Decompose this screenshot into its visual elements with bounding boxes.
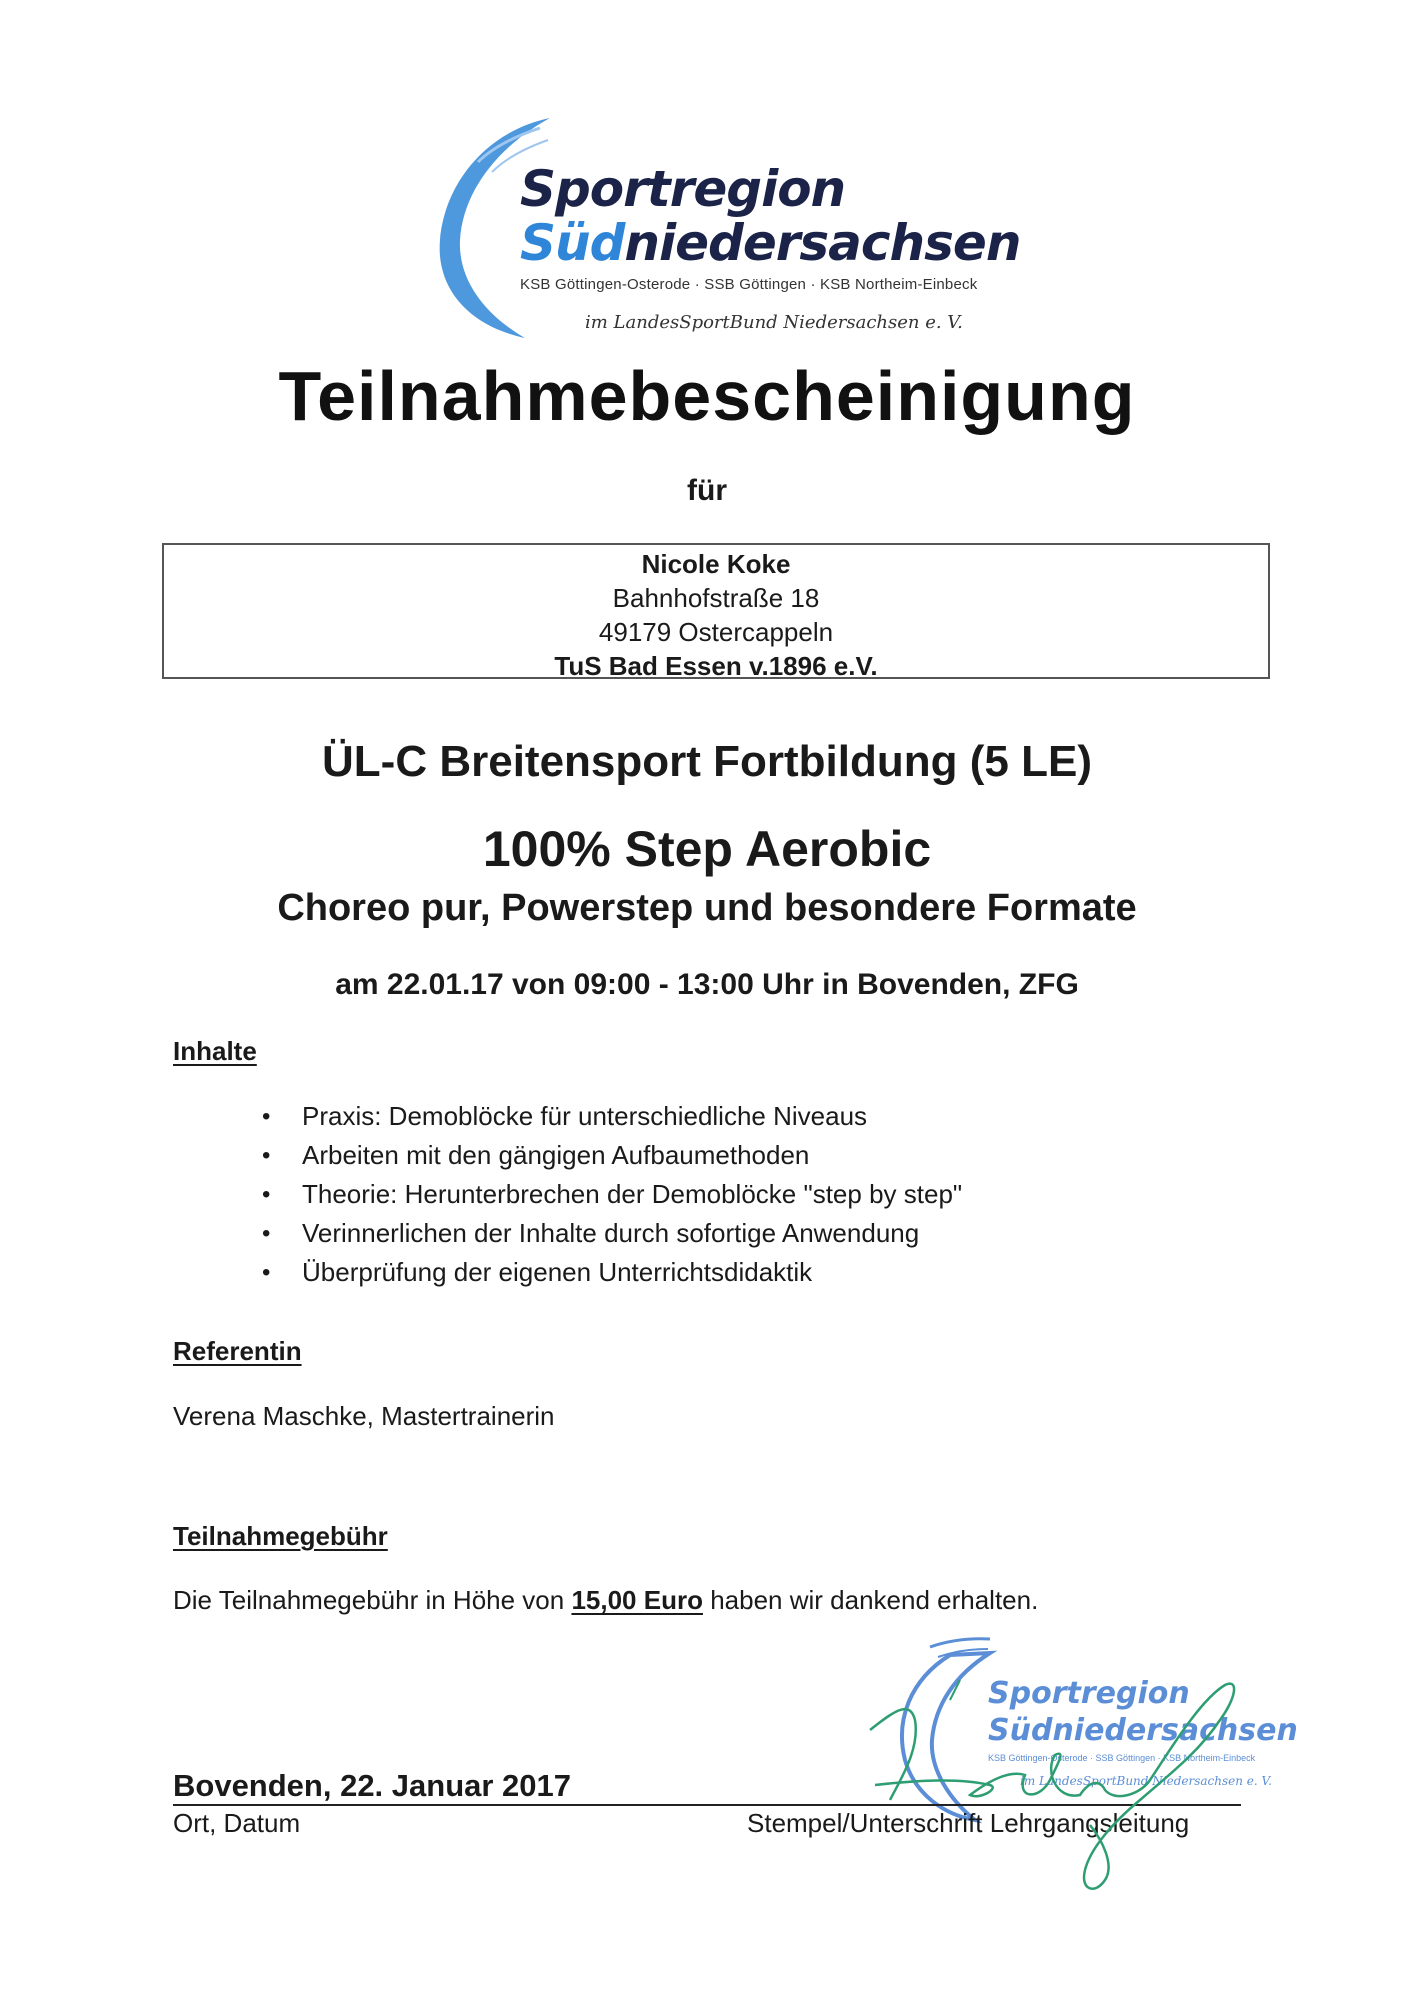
fee-text-after: haben wir dankend erhalten. bbox=[702, 1585, 1039, 1615]
handwritten-signature bbox=[840, 1660, 1260, 1900]
course-schedule: am 22.01.17 von 09:00 - 13:00 Uhr in Bovenden, ZFG bbox=[335, 968, 1079, 1001]
document-title: Teilnahmebescheinigung bbox=[278, 357, 1136, 435]
logo-association: im LandesSportBund Niedersachsen e. V. bbox=[585, 312, 963, 333]
participant-club: TuS Bad Essen v.1896 e.V. bbox=[554, 651, 878, 681]
course-type: ÜL-C Breitensport Fortbildung (5 LE) bbox=[322, 737, 1092, 786]
course-title: 100% Step Aerobic bbox=[482, 821, 932, 877]
place-date: Bovenden, 22. Januar 2017 bbox=[173, 1768, 572, 1803]
stamp-members: KSB Göttingen-Osterode · SSB Göttingen · KSB Northeim-Einbeck bbox=[988, 1753, 1256, 1763]
referent-heading: Referentin bbox=[173, 1336, 302, 1366]
referent-name: Verena Maschke, Mastertrainerin bbox=[173, 1401, 555, 1431]
place-date-caption: Ort, Datum bbox=[173, 1808, 301, 1838]
participant-city: 49179 Ostercappeln bbox=[598, 617, 834, 647]
logo-title-accent: Süd bbox=[520, 214, 625, 272]
list-item: • Arbeiten mit den gängigen Aufbaumethoden bbox=[262, 1136, 962, 1175]
stamp-line2: Südniedersachsen bbox=[988, 1713, 1298, 1748]
list-item: • Überprüfung der eigenen Unterrichtsdidaktik bbox=[262, 1253, 962, 1292]
contents-heading: Inhalte bbox=[173, 1036, 257, 1066]
logo-members: KSB Göttingen-Osterode · SSB Göttingen · KSB Northeim-Einbeck bbox=[520, 276, 978, 293]
fee-amount: 15,00 Euro bbox=[571, 1585, 703, 1615]
fee-statement bbox=[173, 1585, 1038, 1616]
stamp-association: im LandesSportBund Niedersachsen e. V. bbox=[1020, 1774, 1272, 1788]
contents-list bbox=[262, 1097, 962, 1292]
list-item: • Praxis: Demoblöcke für unterschiedliche Niveaus bbox=[262, 1097, 962, 1136]
list-item: • Theorie: Herunterbrechen der Demoblöcke "step by step" bbox=[262, 1175, 962, 1214]
participant-street: Bahnhofstraße 18 bbox=[612, 583, 820, 613]
fee-text-before: Die Teilnahmegebühr in Höhe von bbox=[173, 1585, 572, 1615]
participant-name: Nicole Koke bbox=[641, 549, 791, 579]
stamp-line1: Sportregion bbox=[988, 1676, 1190, 1711]
fee-heading: Teilnahmegebühr bbox=[173, 1521, 388, 1551]
list-item: • Verinnerlichen der Inhalte durch sofortige Anwendung bbox=[262, 1214, 962, 1253]
for-label: für bbox=[687, 474, 727, 507]
signature-caption: Stempel/Unterschrift Lehrgangsleitung bbox=[747, 1808, 1190, 1838]
logo-title-rest: niedersachsen bbox=[624, 214, 1021, 272]
logo-title-line1: Sportregion bbox=[520, 160, 846, 218]
participant-box bbox=[162, 543, 1270, 679]
course-subtitle: Choreo pur, Powerstep und besondere Formate bbox=[277, 887, 1137, 929]
logo-title-line2 bbox=[520, 214, 1020, 272]
